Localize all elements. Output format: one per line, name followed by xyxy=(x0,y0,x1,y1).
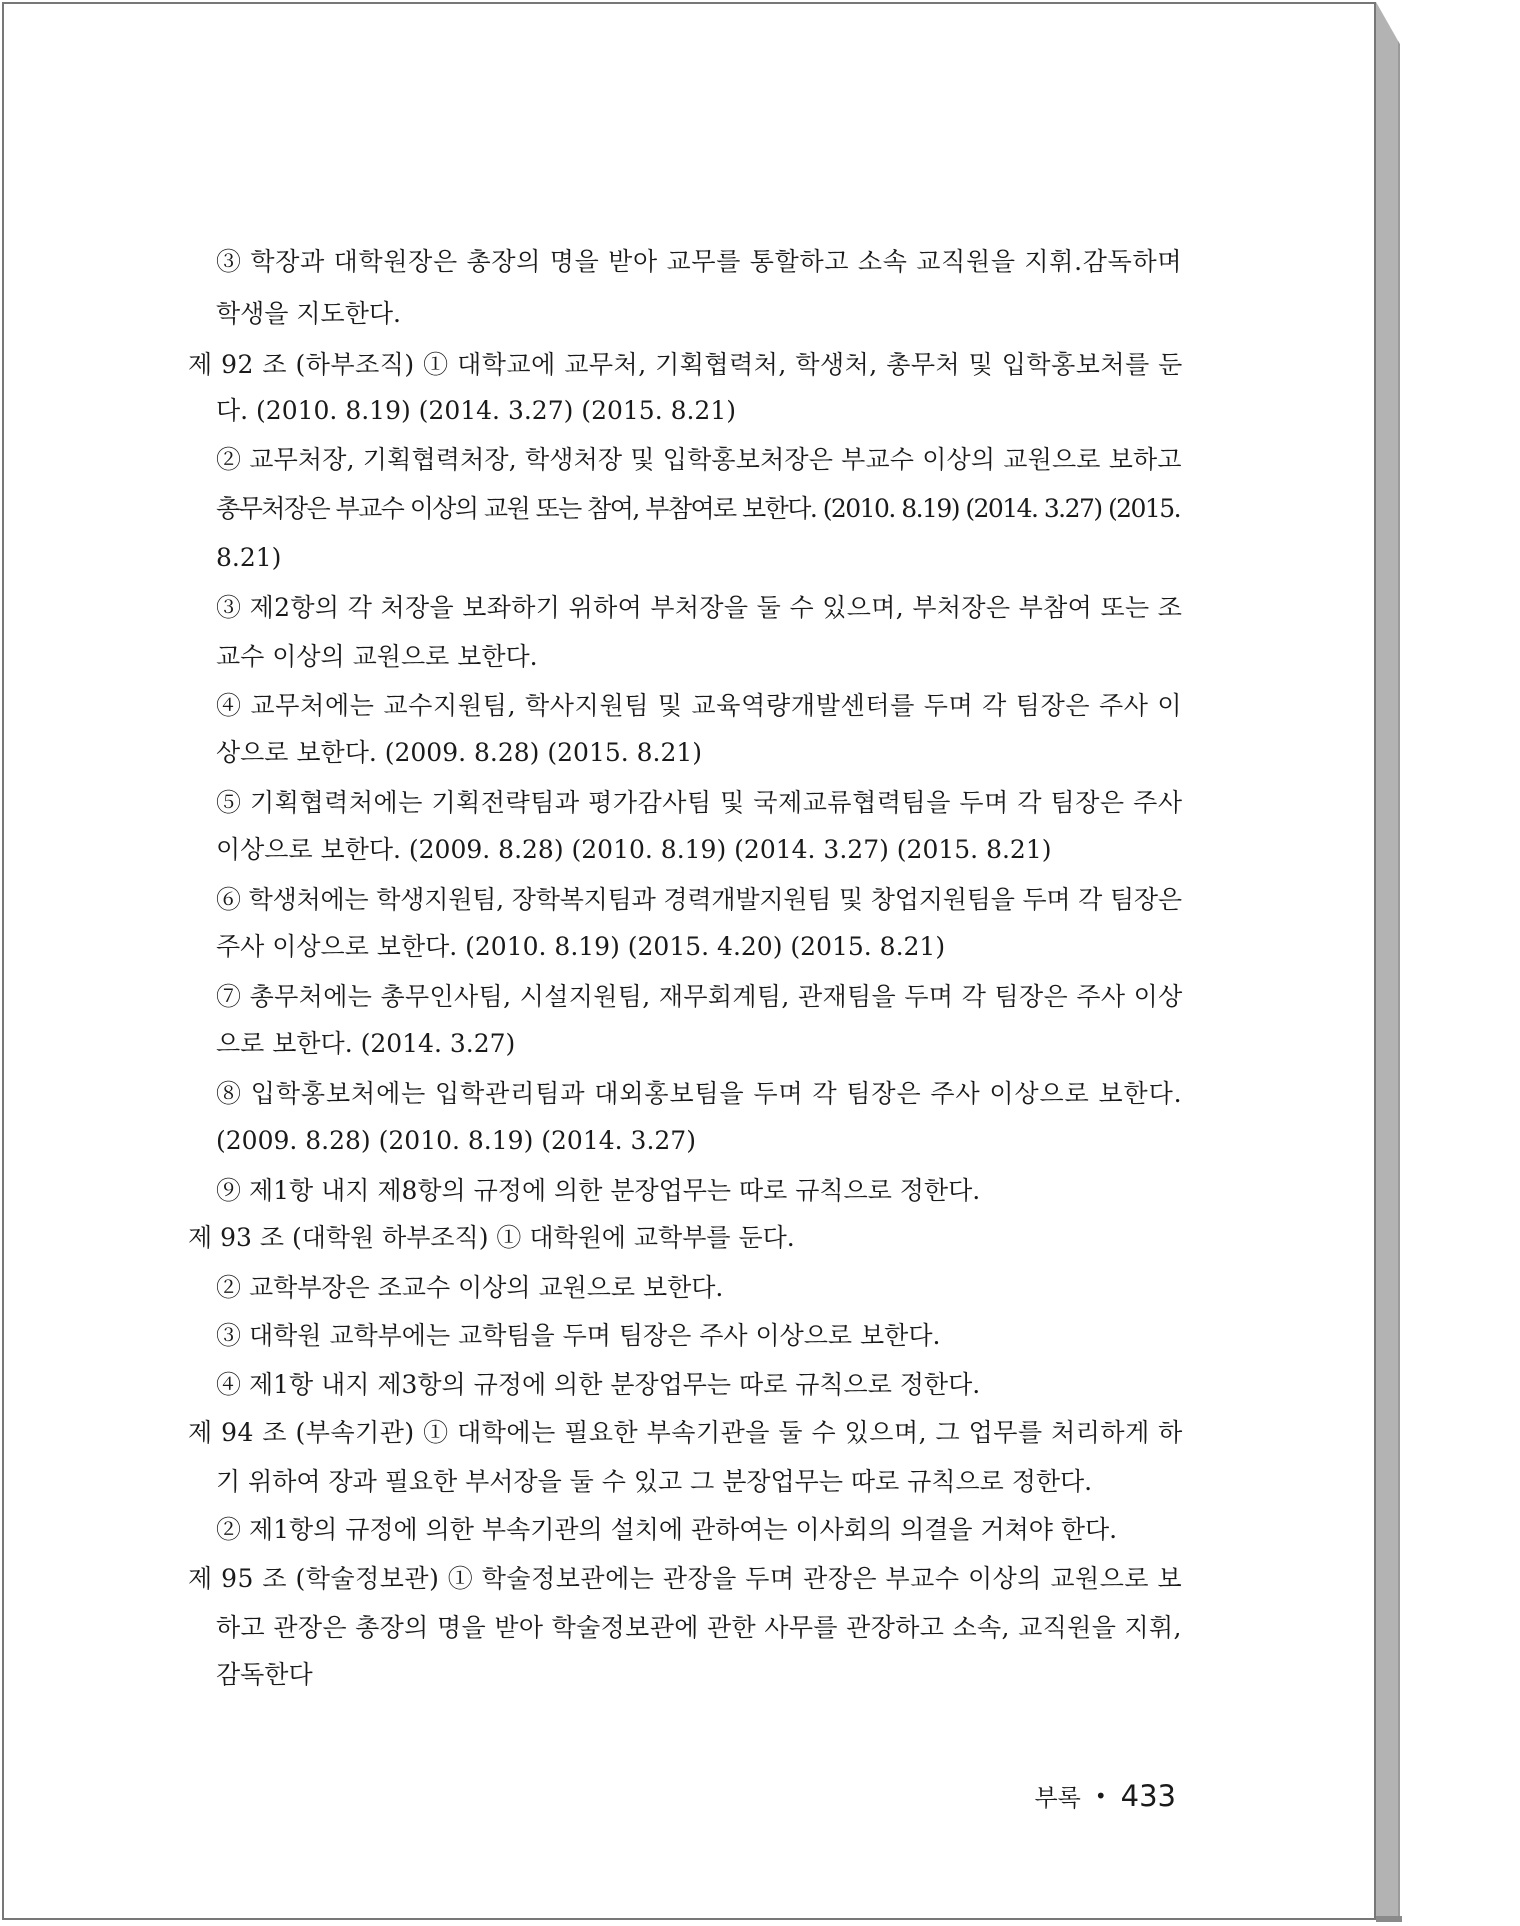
article-heading-line: 제 94 조 (부속기관) ① 대학에는 필요한 부속기관을 둘 수 있으며, 그 업무를 처리하게 하 xyxy=(188,1418,1183,1447)
text-line: ④ 제1항 내지 제3항의 규정에 의한 분장업무는 따로 규칙으로 정한다. xyxy=(216,1370,981,1399)
article-heading-line: 제 93 조 (대학원 하부조직) ① 대학원에 교학부를 둔다. xyxy=(188,1223,795,1252)
text-line: 으로 보한다. (2014. 3.27) xyxy=(216,1029,516,1058)
text-line: 주사 이상으로 보한다. (2010. 8.19) (2015. 4.20) (2015. 8.21) xyxy=(216,932,946,961)
text-line: 다. (2010. 8.19) (2014. 3.27) (2015. 8.21) xyxy=(216,396,736,425)
page-footer xyxy=(1034,1778,1176,1813)
text-line: ⑥ 학생처에는 학생지원팀, 장학복지팀과 경력개발지원팀 및 창업지원팀을 두며 각 팀장은 xyxy=(216,885,1182,914)
page-number: 433 xyxy=(1120,1779,1176,1813)
footer-bullet: • xyxy=(1094,1784,1107,1808)
document-page xyxy=(2,2,1376,1920)
footer-section-label: 부록 xyxy=(1034,1784,1081,1812)
text-line: ③ 학장과 대학원장은 총장의 명을 받아 교무를 통할하고 소속 교직원을 지휘.감독하며 xyxy=(216,247,1183,276)
article-heading-line: 제 92 조 (하부조직) ① 대학교에 교무처, 기획협력처, 학생처, 총무처 및 입학홍보처를 둔 xyxy=(188,350,1183,379)
text-line: ② 교학부장은 조교수 이상의 교원으로 보한다. xyxy=(216,1273,724,1302)
text-line: ⑨ 제1항 내지 제8항의 규정에 의한 분장업무는 따로 규칙으로 정한다. xyxy=(216,1176,981,1205)
text-line: ⑧ 입학홍보처에는 입학관리팀과 대외홍보팀을 두며 각 팀장은 주사 이상으로 보한다. xyxy=(216,1079,1183,1108)
text-line: 감독한다 xyxy=(216,1660,313,1689)
text-line: 하고 관장은 총장의 명을 받아 학술정보관에 관한 사무를 관장하고 소속, 교직원을 지휘, xyxy=(216,1613,1182,1642)
text-line: ③ 대학원 교학부에는 교학팀을 두며 팀장은 주사 이상으로 보한다. xyxy=(216,1321,941,1350)
text-line: 이상으로 보한다. (2009. 8.28) (2010. 8.19) (2014. 3.27) (2015. 8.21) xyxy=(216,835,1052,864)
text-line: (2009. 8.28) (2010. 8.19) (2014. 3.27) xyxy=(216,1126,696,1155)
page-edge xyxy=(1376,2,1400,1922)
text-line: 교수 이상의 교원으로 보한다. xyxy=(216,642,538,671)
page-content xyxy=(4,4,1378,1922)
page-edge-shadow xyxy=(1376,1916,1402,1922)
text-line: 기 위하여 장과 필요한 부서장을 둘 수 있고 그 분장업무는 따로 규칙으로 정한다. xyxy=(216,1467,1093,1496)
text-line: ⑤ 기획협력처에는 기획전략팀과 평가감사팀 및 국제교류협력팀을 두며 각 팀장은 주사 xyxy=(216,788,1183,817)
text-line: 상으로 보한다. (2009. 8.28) (2015. 8.21) xyxy=(216,738,703,767)
article-heading-line: 제 95 조 (학술정보관) ① 학술정보관에는 관장을 두며 관장은 부교수 이상의 교원으로 보 xyxy=(188,1564,1183,1593)
text-line: 총무처장은 부교수 이상의 교원 또는 참여, 부참여로 보한다. (2010. 8.19) (2014. 3.27) (2015. xyxy=(216,494,1181,523)
text-line: ④ 교무처에는 교수지원팀, 학사지원팀 및 교육역량개발센터를 두며 각 팀장은 주사 이 xyxy=(216,691,1183,720)
text-line: ③ 제2항의 각 처장을 보좌하기 위하여 부처장을 둘 수 있으며, 부처장은 부참여 또는 조 xyxy=(216,593,1183,622)
text-line: 학생을 지도한다. xyxy=(216,299,401,328)
text-line: ⑦ 총무처에는 총무인사팀, 시설지원팀, 재무회계팀, 관재팀을 두며 각 팀장은 주사 이상 xyxy=(216,982,1183,1011)
text-line: ② 교무처장, 기획협력처장, 학생처장 및 입학홍보처장은 부교수 이상의 교원으로 보하고 xyxy=(216,445,1182,474)
text-line: 8.21) xyxy=(216,543,282,572)
text-line: ② 제1항의 규정에 의한 부속기관의 설치에 관하여는 이사회의 의결을 거쳐야 한다. xyxy=(216,1515,1118,1544)
